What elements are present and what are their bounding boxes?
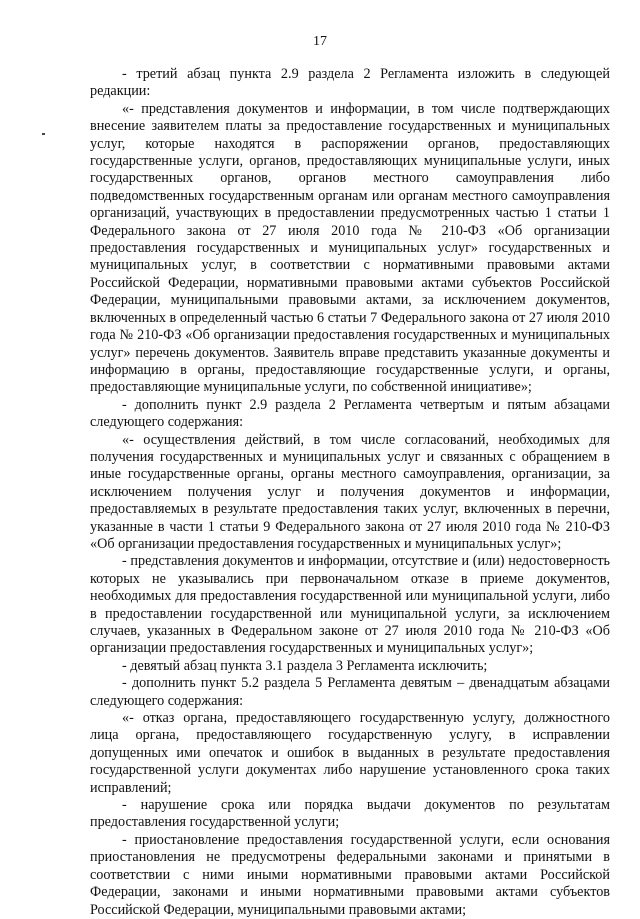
paragraph-violation-deadline: - нарушение срока или порядка выдачи документов по результатам предоставления государственной услуги; [90, 797, 610, 831]
page-number: 17 [313, 34, 327, 49]
paragraph-amend-2-9-third: - третий абзац пункта 2.9 раздела 2 Регламента изложить в следующей редакции: [90, 66, 610, 100]
paragraph-suspension: - приостановление предоставления государственной услуги, если основания приостановления не предусмотрены федеральными законами и принятыми в соответствии с ними иными нормативными правовыми актами Российской Федерации, законами и иными нормативными правовыми актами субъектов Российской Федерации, муниципальными правовыми актами; [90, 831, 610, 918]
paragraph-documents-refusal: - представления документов и информации, отсутствие и (или) недостоверность которых не указывались при первоначальном отказе в приеме документов, необходимых для предоставления государственной или муниципальной услуги, либо в предоставлении государственной или муниципальной услуги, за исключением случаев, указанных в Федеральном законе от 27 июля 2010 года № 210-ФЗ «Об организации предоставления государственных и муниципальных услуг»; [90, 553, 610, 657]
paragraph-quoted-actions: «- осуществления действий, в том числе согласований, необходимых для получения государственных и муниципальных услуг и связанных с обращением в иные государственные органы, органы местного самоуправления, организации, за исключением получения услуг и получения документов и информации, предоставляемых в результате предоставления таких услуг, включенных в перечни, указанные в части 1 статьи 9 Федерального закона от 27 июля 2010 года № 210-ФЗ «Об организации предоставления государственных и муниципальных услуг»; [90, 431, 610, 552]
margin-mark [42, 133, 45, 135]
paragraph-add-2-9-fourth-fifth: - дополнить пункт 2.9 раздела 2 Регламента четвертым и пятым абзацами следующего содержания: [90, 396, 610, 431]
paragraph-exclude-3-1: - девятый абзац пункта 3.1 раздела 3 Регламента исключить; [122, 657, 488, 674]
paragraph-add-5-2: - дополнить пункт 5.2 раздела 5 Регламента девятым – двенадцатым абзацами следующего содержания: [90, 675, 610, 709]
document-body [90, 66, 610, 919]
paragraph-quoted-refusal-correction: «- отказ органа, предоставляющего государственную услугу, должностного лица органа, предоставляющего государственную услугу, в исправлении допущенных ими опечаток и ошибок в выданных в результате предоставления государственной услуги документах либо нарушение установленного срока таких исправлений; [90, 710, 610, 796]
paragraph-quoted-documents-info: «- представления документов и информации, в том числе подтверждающих внесение заявителем платы за предоставление государственных и муниципальных услуг, которые находятся в распоряжении органов, предоставляющих государственные услуги, органов, предоставляющих муниципальные услуги, иных государственных органов, органов местного самоуправления либо подведомственных государственным органам или органам местного самоуправления организаций, участвующих в предоставлении предусмотренных частью 1 статьи 1 Федерального закона от 27 июля 2010 года № 210-ФЗ «Об организации предоставления государственных и муниципальных услуг» государственных и муниципальных услуг, в соответствии с нормативными правовыми актами Российской Федерации, нормативными правовыми актами субъектов Российской Федерации, муниципальными правовыми актами, за исключением документов, включенных в определенный частью 6 статьи 7 Федерального закона от 27 июля 2010 года № 210-ФЗ «Об организации предоставления государственных и муниципальных услуг» перечень документов. Заявитель вправе представить указанные документы и информацию в органы, предоставляющие государственные услуги, и органы, предоставляющие муниципальные услуги, по собственной инициативе»; [90, 100, 610, 396]
